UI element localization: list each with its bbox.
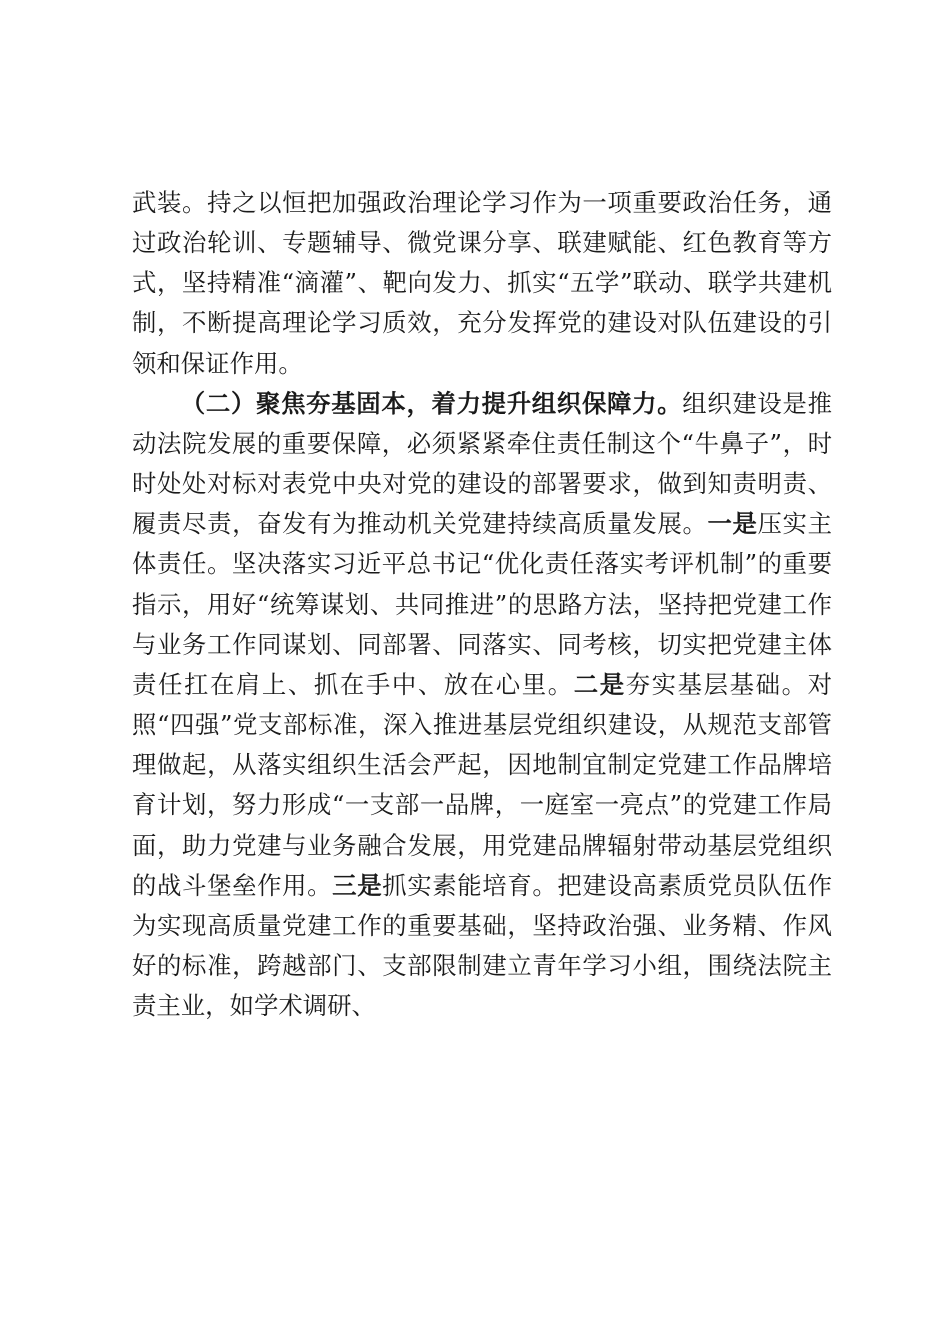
item-label-three: 三是 [332,870,383,900]
section-heading: （二）聚焦夯基固本，着力提升组织保障力。 [180,388,683,418]
item-text-two: 夯实基层基础。对照“四强”党支部标准，深入推进基层党组织建设，从规范支部管理做起，从落实组织生活会严起，因地制宜制定党建工作品牌培育计划，努力形成“一支部一品牌，一庭室一亮点”的党建工作局面，助力党建与业务融合发展，用党建品牌辐射带动基层党组织的战斗堡垒作用。 [132,669,832,900]
paragraph-section-two [132,384,832,1027]
item-text-three: 抓实素能培育。把建设高素质党员队伍作为实现高质量党建工作的重要基础，坚持政治强、业务精、作风好的标准，跨越部门、支部限制建立青年学习小组，围绕法院主责主业，如学术调研、 [132,870,832,1021]
paragraph-continuation [132,183,832,384]
paragraph-text: 武装。持之以恒把加强政治理论学习作为一项重要政治任务，通过政治轮训、专题辅导、微党课分享、联建赋能、红色教育等方式，坚持精准“滴灌”、靶向发力、抓实“五学”联动、联学共建机制，不断提高理论学习质效，充分发挥党的建设对队伍建设的引领和保证作用。 [132,188,832,378]
item-text-one: 压实主体责任。坚决落实习近平总书记“优化责任落实考评机制”的重要指示，用好“统筹谋划、共同推进”的思路方法，坚持把党建工作与业务工作同谋划、同部署、同落实、同考核，切实把党建主体责任扛在肩上、抓在手中、放在心里。 [132,509,832,699]
section-intro: 组织建设是推动法院发展的重要保障，必须紧紧牵住责任制这个“牛鼻子”，时时处处对标对表党中央对党的建设的部署要求，做到知责明责、履责尽责，奋发有为推动机关党建持续高质量发展。 [132,388,832,539]
item-label-two: 二是 [573,669,626,699]
item-label-one: 一是 [707,509,758,539]
body-text [132,183,832,1026]
